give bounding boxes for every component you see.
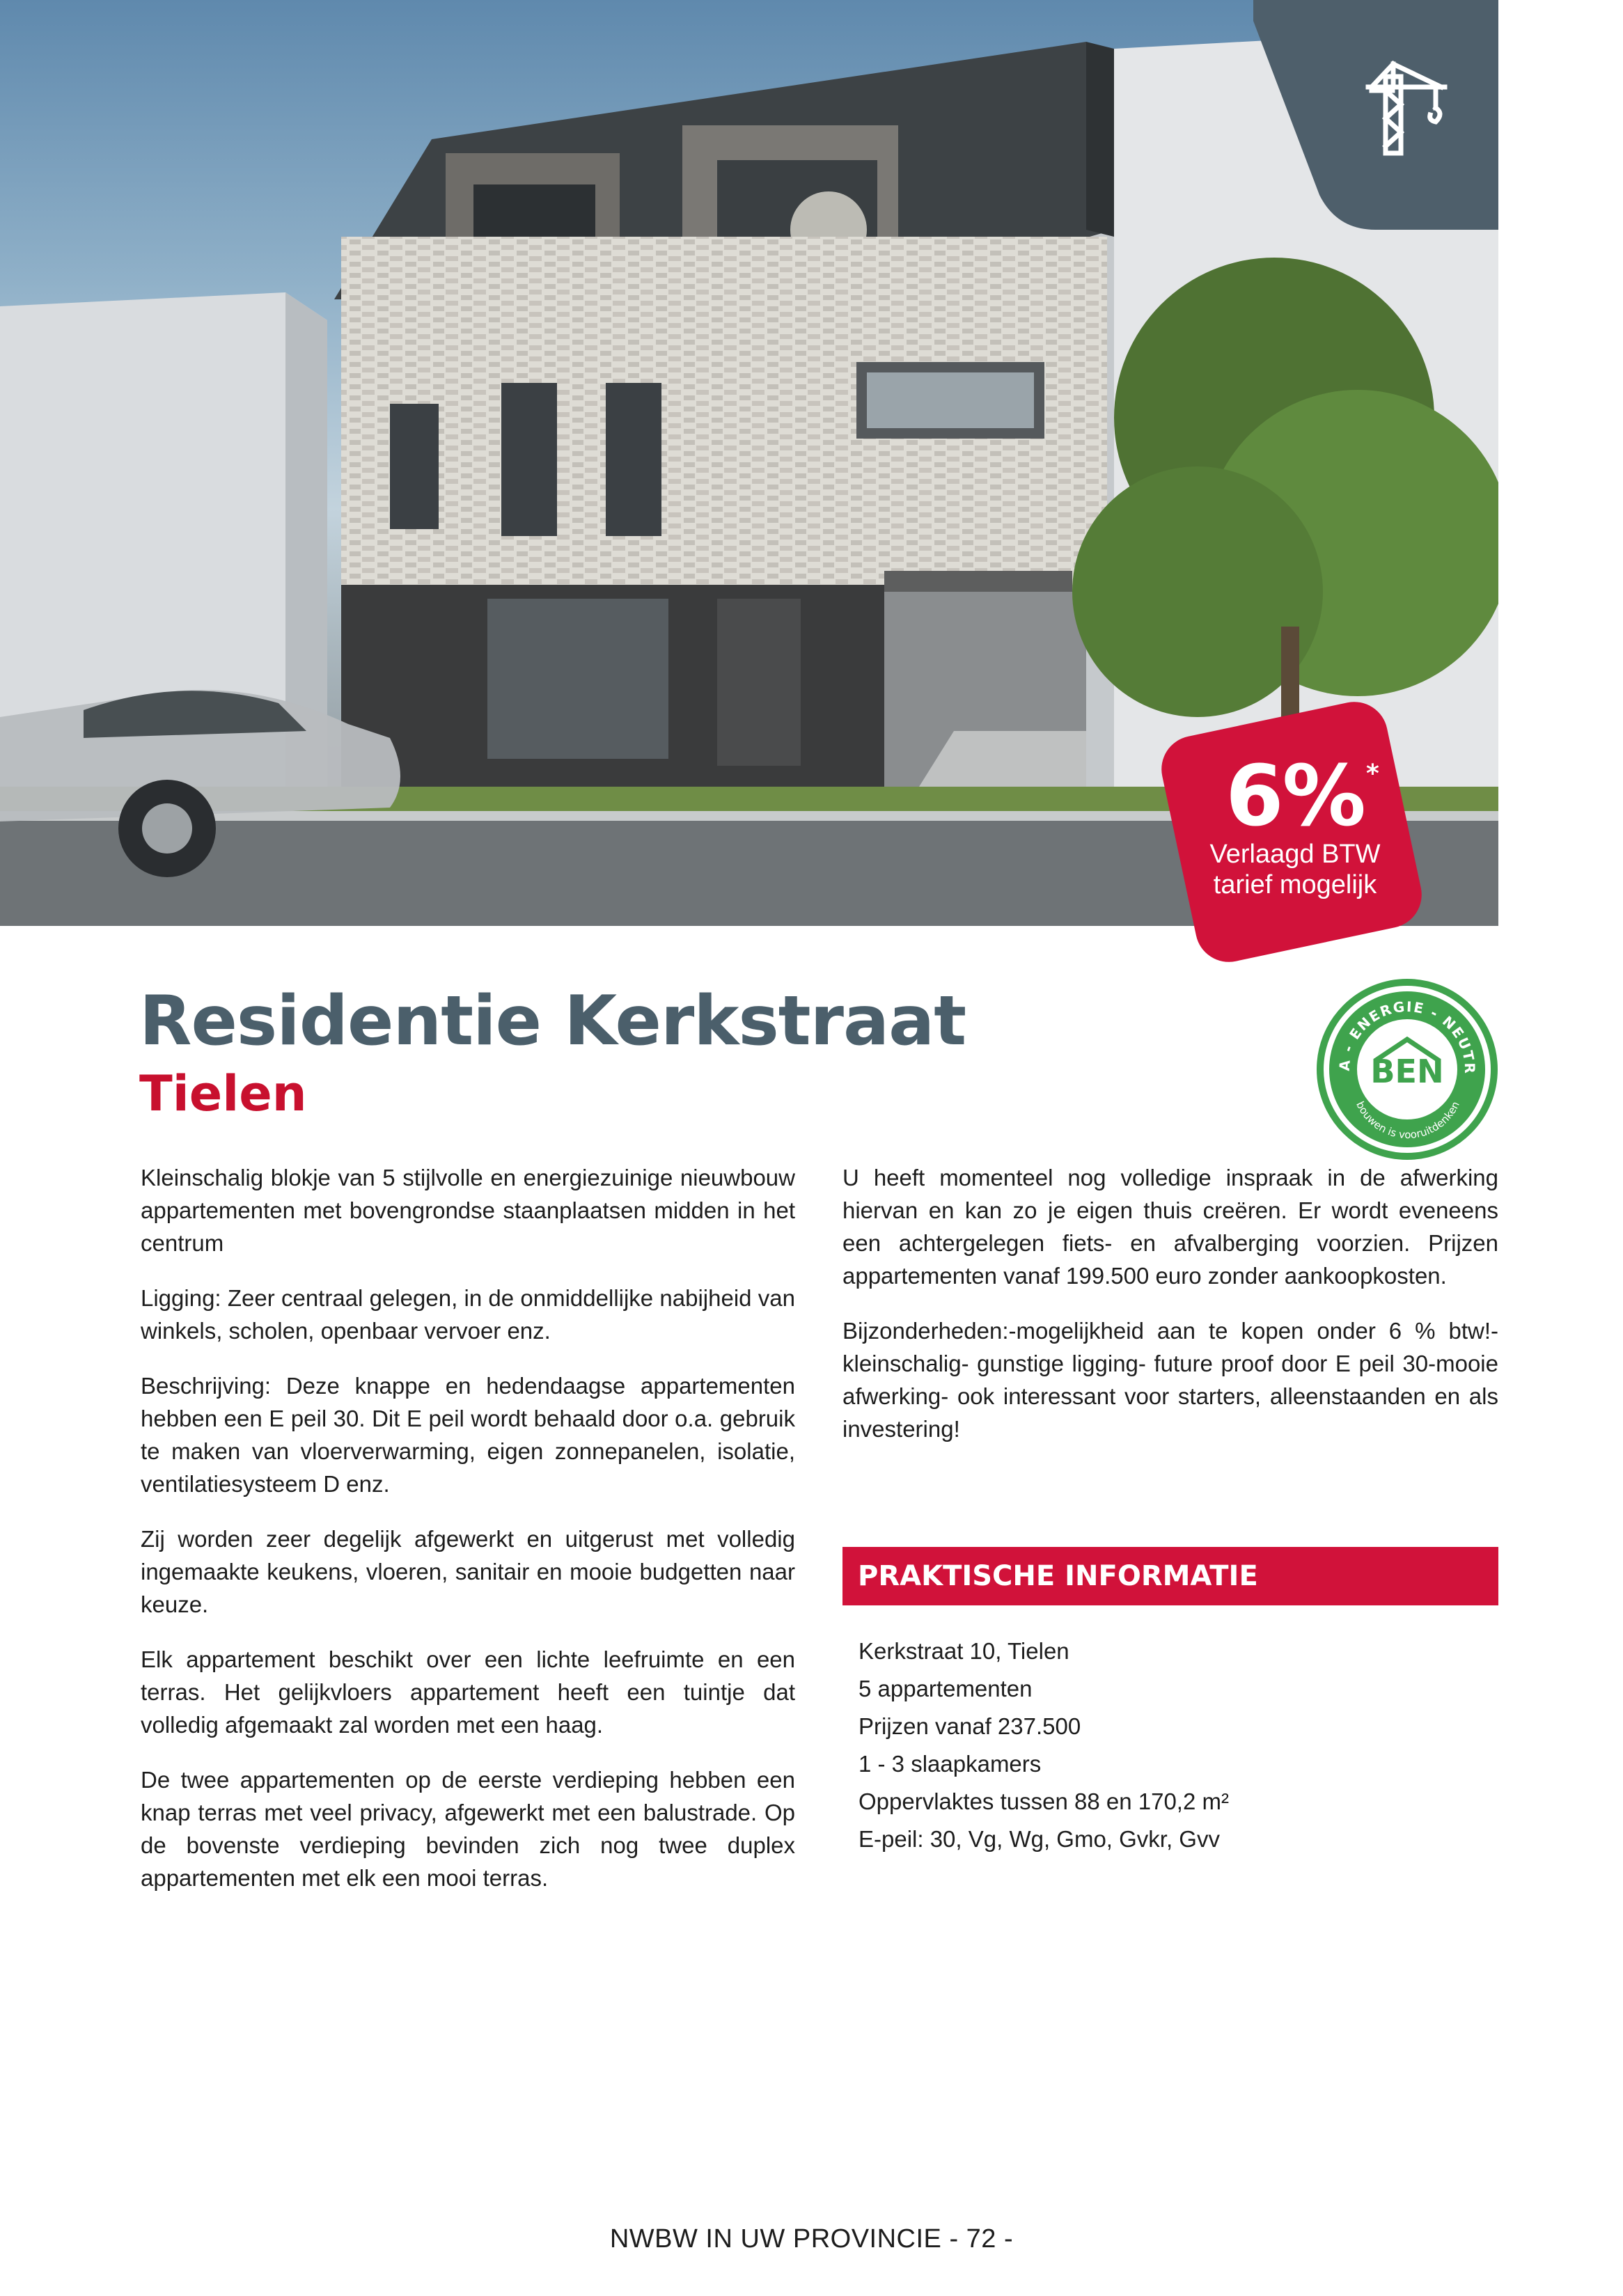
info-item: E-peil: 30, Vg, Wg, Gmo, Gvkr, Gvv (858, 1826, 1220, 1852)
paragraph: Beschrijving: Deze knappe en hedendaagse appartementen hebben een E peil 30. Dit E peil wordt behaald door o.a. gebruik te maken van vloerverwarming, eigen zonnepanelen, isolatie, ventilatiesysteem D enz. (141, 1373, 795, 1497)
badge-line1: Verlaagd BTW (1209, 840, 1381, 869)
vat-badge-text (1184, 748, 1406, 900)
ben-logo (1316, 978, 1498, 1161)
paragraph: Elk appartement beschikt over een lichte leefruimte en een terras. Het gelijkvloers appartement heeft een tuintje dat volledig afgemaakt zal worden met een haag. (141, 1646, 795, 1738)
page-subtitle: Tielen (139, 1065, 307, 1122)
ben-bottom-text: bouwen is vooruitdenken (1354, 1099, 1462, 1142)
paragraph: Bijzonderheden:-mogelijkheid aan te kopen onder 6 % btw!-kleinschalig- gunstige ligging- future proof door E peil 30-mooie afwerking- ook interessant voor starters, alleenstaanden en als investering! (842, 1318, 1498, 1442)
paragraph: Kleinschalig blokje van 5 stijlvolle en energiezuinige nieuwbouw appartementen met bovengrondse staanplaatsen midden in het centrum (141, 1165, 795, 1256)
badge-line2: tarief mogelijk (1213, 870, 1377, 899)
page-footer: NWBW IN UW PROVINCIE - 72 - (609, 2224, 1014, 2254)
info-item: Kerkstraat 10, Tielen (858, 1638, 1069, 1664)
ben-top-text: A - ENERGIE - NEUTR (1335, 998, 1479, 1075)
right-column (842, 1161, 1498, 1468)
paragraph: Ligging: Zeer centraal gelegen, in de onmiddellijke nabijheid van winkels, scholen, openbaar vervoer enz. (141, 1285, 795, 1344)
badge-percent: 6% (1225, 748, 1365, 845)
left-column (141, 1161, 795, 1917)
page-title: Residentie Kerkstraat (139, 982, 966, 1061)
corner-tab (1253, 0, 1498, 230)
info-item: 1 - 3 slaapkamers (858, 1751, 1042, 1777)
info-list (858, 1633, 1485, 1858)
info-heading: PRAKTISCHE INFORMATIE (842, 1547, 1498, 1605)
info-item: 5 appartementen (858, 1676, 1033, 1701)
ben-center-text: BEN (1370, 1053, 1444, 1090)
paragraph: Zij worden zeer degelijk afgewerkt en uitgerust met volledig ingemaakte keukens, vloeren, sanitair en mooie budgetten naar keuze. (141, 1526, 795, 1617)
paragraph: De twee appartementen op de eerste verdieping hebben een knap terras met veel privacy, afgewerkt met een balustrade. Op de bovenste verdieping bevinden zich nog twee duplex appartementen met elk een mooi terras. (141, 1767, 795, 1891)
paragraph: U heeft momenteel nog volledige inspraak in de afwerking hiervan en kan zo je eigen thuis creëren. Er wordt eveneens een achtergelegen fiets- en afvalberging voorzien. Prijzen appartementen vanaf 199.500 euro zonder aankoopkosten. (842, 1165, 1498, 1289)
badge-asterisk: * (1366, 760, 1379, 788)
info-item: Oppervlaktes tussen 88 en 170,2 m² (858, 1788, 1229, 1814)
info-item: Prijzen vanaf 237.500 (858, 1713, 1081, 1739)
